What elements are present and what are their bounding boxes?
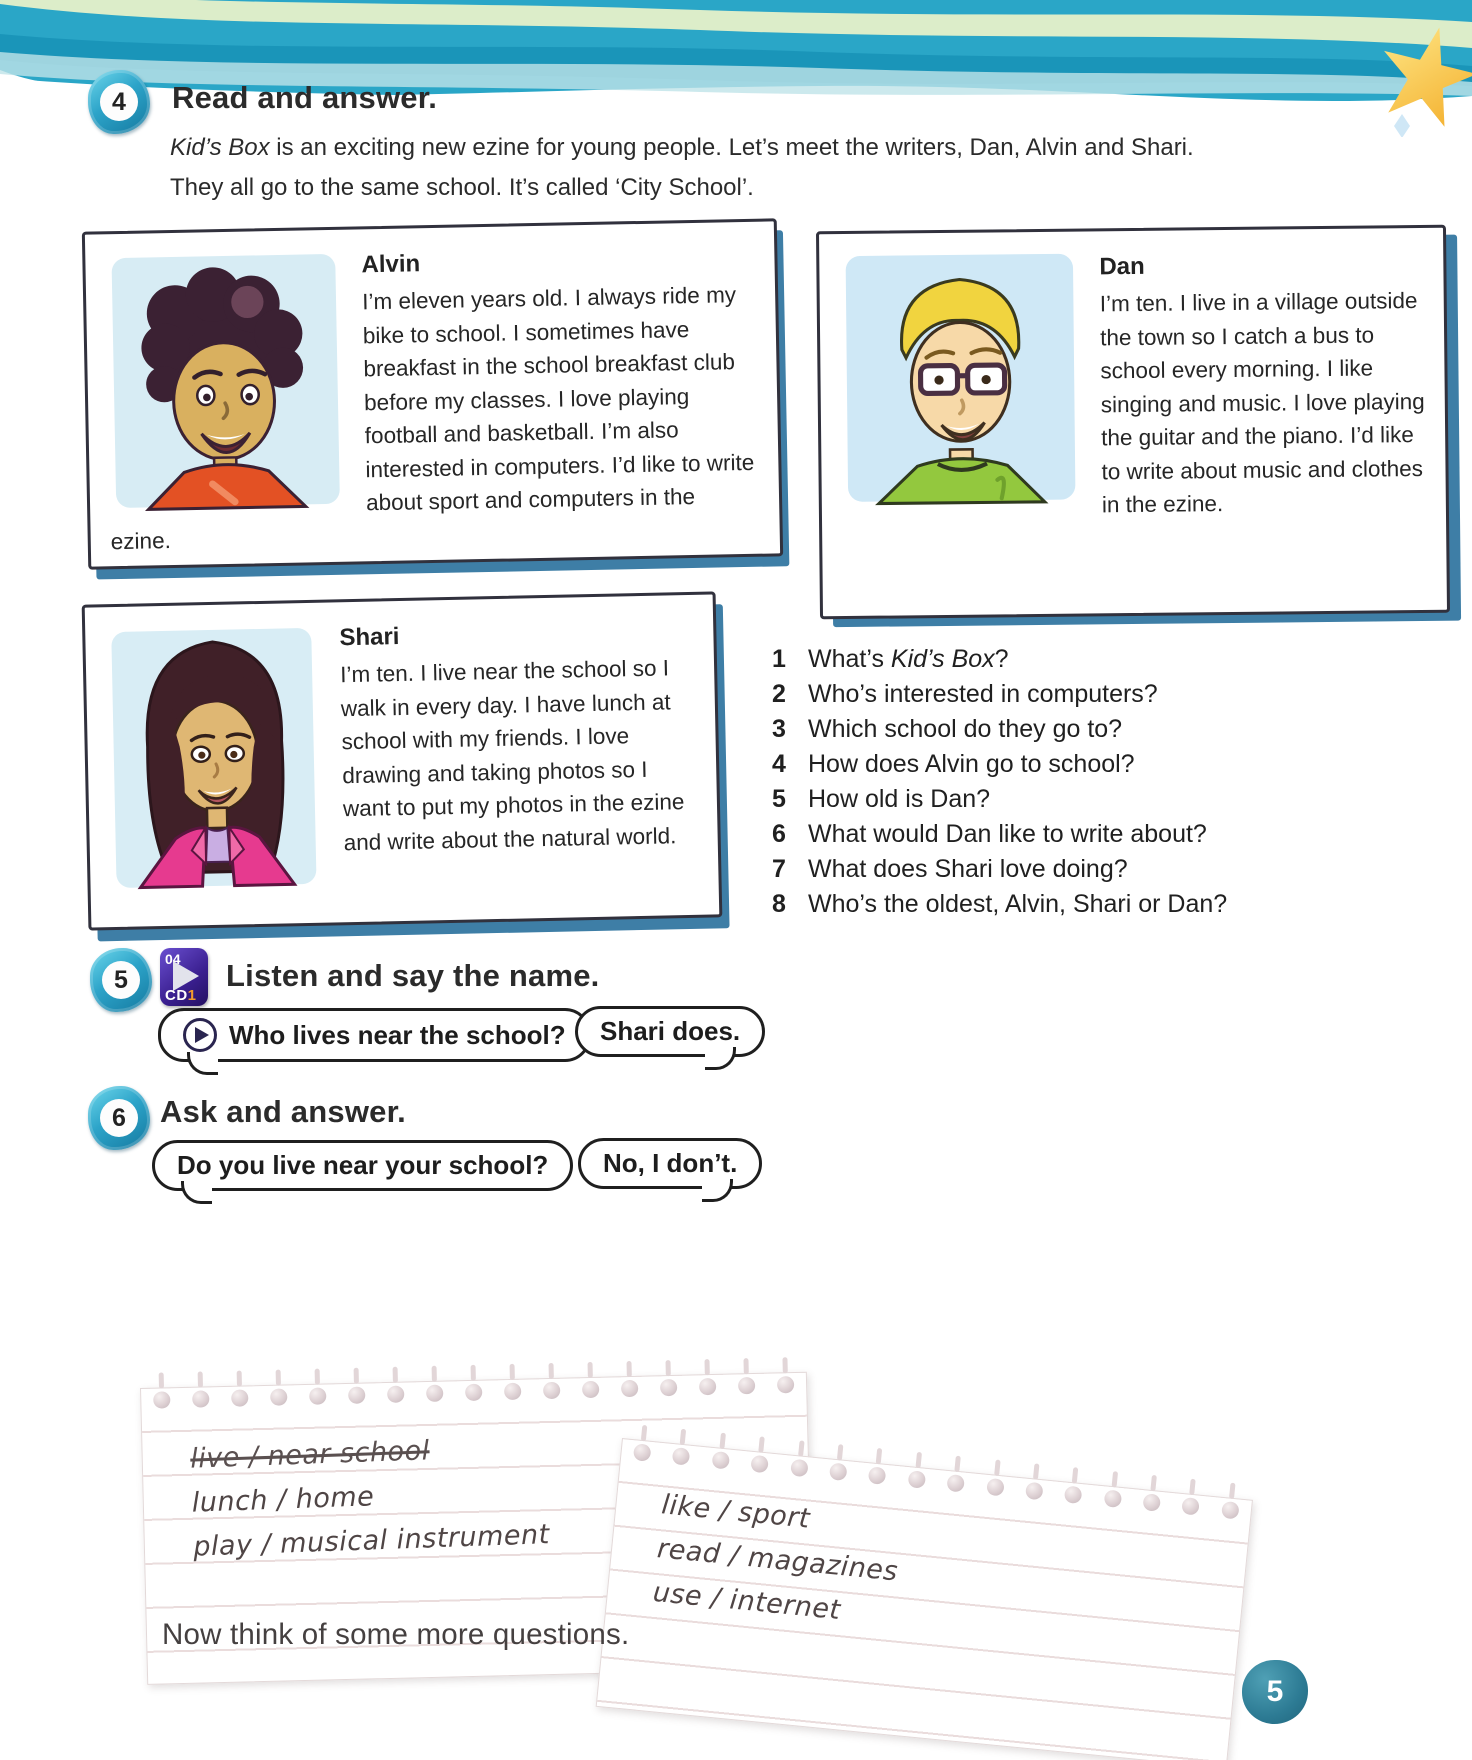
profile-name-alvin: Alvin [361,250,421,279]
spiral-bead [659,1360,677,1396]
question-row [772,747,1472,782]
question-row [772,642,1472,677]
activity-6-title: Ask and answer. [160,1094,406,1129]
question-text: What’s Kid’s Box? [808,645,1009,673]
spiral-bead [543,1363,561,1399]
prompt-line: like / sport [660,1489,812,1535]
questions-list [772,642,1472,922]
play-icon [183,1018,217,1052]
question-number: 1 [772,645,786,673]
prompt-line: lunch / home [191,1481,375,1519]
question-text: Who’s the oldest, Alvin, Shari or Dan? [808,890,1228,918]
bubble-text: Do you live near your school? [177,1150,549,1180]
spiral-bead [309,1368,327,1404]
activity-5-badge [90,948,152,1012]
question-number: 8 [772,890,786,918]
spiral-bead [620,1361,638,1397]
question-text: Which school do they go to? [808,715,1123,743]
profile-text-alvin: I’m eleven years old. I always ride my bike to school. I sometimes have breakfast in the school breakfast club before my classes. I love playing football and basketball. I’m also interested in computers. I’d like to write about sport and computers in the ezine. [110,282,755,554]
alvin-portrait [107,248,344,514]
answer-speech-bubble [575,1006,765,1057]
question-number: 7 [772,855,786,883]
spiral-bead [829,1444,849,1481]
question-row [772,712,1472,747]
activity-6-number: 6 [100,1099,138,1137]
question-number: 6 [772,820,786,848]
spiral-bead [633,1424,653,1461]
profile-card-alvin [82,218,783,569]
spiral-bead [698,1359,716,1395]
notepad-right-text [651,1483,904,1638]
shari-portrait [107,621,323,897]
activity-5-number: 5 [102,961,140,999]
crossed-out-prompt: live / near school [189,1435,431,1475]
profile-text-shari: I’m ten. I live near the school so I walk in every day. I have lunch at school with my friends. I love drawing and taking photos so I want to put my photos in the ezine and write about the natural world. [339,655,685,855]
question-row [772,852,1472,887]
question-text: Who’s interested in computers? [808,680,1158,708]
notepad-right [596,1438,1253,1760]
spiral-bead [868,1447,888,1484]
spiral-bead [776,1357,794,1393]
question-number: 5 [772,785,786,813]
spiral-bead [1064,1467,1084,1504]
answer-speech-bubble [578,1138,762,1189]
activity-5-title: Listen and say the name. [226,958,600,993]
spiral-bead [504,1364,522,1400]
spiral-bead [387,1367,405,1403]
spiral-bead [672,1428,692,1465]
question-speech-bubble [152,1140,573,1191]
bubble-text: Shari does. [600,1016,741,1046]
spiral-bead [986,1459,1006,1496]
spiral-bead [1143,1474,1163,1511]
activity-4-badge [88,70,150,134]
profile-card-dan [816,225,1450,620]
question-number: 3 [772,715,786,743]
notepad-left-text [190,1425,551,1569]
footer-prompt: Now think of some more questions. [162,1618,630,1651]
question-text: What does Shari love doing? [808,855,1128,883]
page-number-badge: 5 [1242,1660,1308,1724]
intro-line1: is an exciting new ezine for young people. Let’s meet the writers, Dan, Alvin and Shari. [269,134,1194,161]
spiral-bead [947,1455,967,1492]
activity-4-number: 4 [100,83,138,121]
profile-name-shari: Shari [339,623,400,652]
spiral-bead [1221,1482,1241,1519]
spiral-bead [1103,1470,1123,1507]
spiral-bead [270,1369,288,1405]
spiral-bead [231,1370,249,1406]
activity-6-badge [88,1086,150,1150]
question-text: How old is Dan? [808,785,991,813]
question-row [772,887,1472,922]
activity-4-title: Read and answer. [172,80,438,115]
question-text: How does Alvin go to school? [808,750,1135,778]
spiral-bead [153,1372,171,1408]
spiral-binding [153,1357,795,1409]
spiral-bead [737,1358,755,1394]
spiral-bead [1025,1463,1045,1500]
question-number: 4 [772,750,786,778]
spiral-bead [465,1365,483,1401]
dan-portrait [841,250,1080,508]
bubble-text: No, I don’t. [603,1148,738,1178]
spiral-bead [1182,1478,1202,1515]
spiral-bead [582,1362,600,1398]
profile-text-dan: I’m ten. I live in a village outside the town so I catch a bus to school every morning. I like singing and music. I love playing the guitar and the piano. I’d like to write about music and clothes in the ezine. [1099,288,1425,518]
spiral-bead [790,1440,810,1477]
cd-track-icon [160,948,208,1006]
spiral-bead [711,1432,731,1469]
spiral-bead [750,1436,770,1473]
question-row [772,817,1472,852]
intro-paragraph [170,128,1320,208]
ezine-title: Kid’s Box [170,134,270,161]
profile-name-dan: Dan [1099,252,1145,281]
intro-line2: They all go to the same school. It’s called ‘City School’. [170,174,754,201]
question-row [772,677,1472,712]
spiral-bead [907,1451,927,1488]
prompt-line: read / magazines [655,1533,900,1588]
star-icon [1372,22,1472,137]
question-number: 2 [772,680,786,708]
question-speech-bubble [158,1008,591,1062]
question-text: What would Dan like to write about? [808,820,1207,848]
question-row [772,782,1472,817]
prompt-line: use / internet [651,1576,842,1627]
profile-card-shari [82,591,723,930]
cd-label: CD1 [165,987,197,1004]
prompt-line: play / musical instrument [192,1519,551,1563]
bubble-text: Who lives near the school? [229,1019,566,1050]
spiral-bead [426,1366,444,1402]
spiral-bead [348,1368,366,1404]
cd-track-number: 04 [165,951,181,967]
spiral-bead [192,1371,210,1407]
